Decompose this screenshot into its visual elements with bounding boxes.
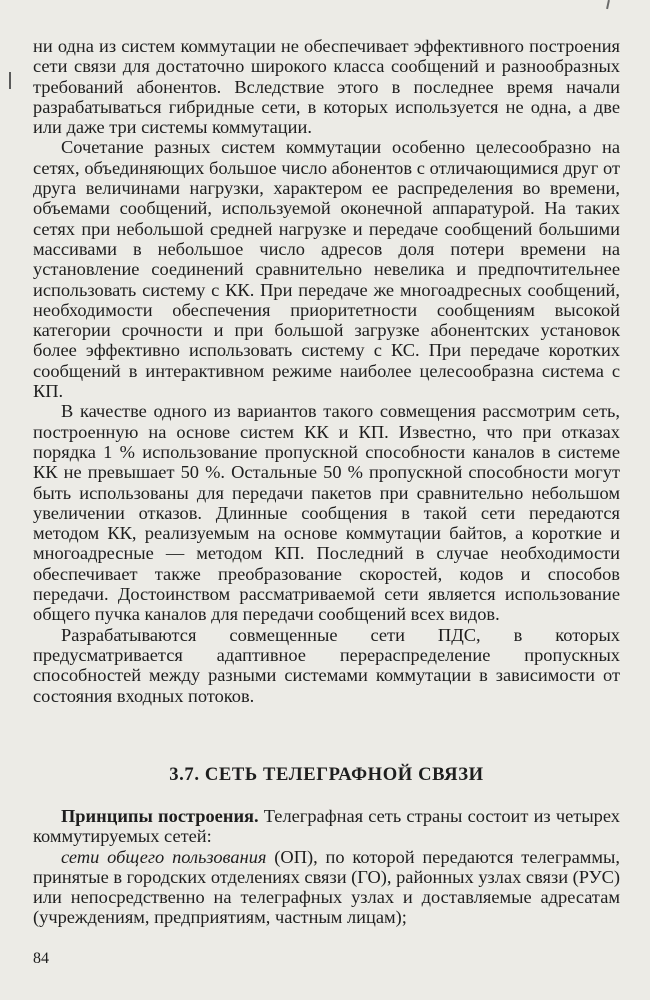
paragraph-lead-bold: Принципы построения. [61,806,259,826]
paragraph-continuation: ни одна из систем коммутации не обеспечивает эффективного построения сети связи для достаточно широкого класса сообщений и разнообразных требований абонентов. Вследствие этого в последнее время начали разрабатываться гибридные сети, в которых используется не одна, а две или даже три системы коммутации. [33,36,620,138]
corner-scan-mark [606,0,610,9]
paragraph-lead-text: Телеграфная сеть страны состоит из четырех коммутируемых сетей: [33,806,620,847]
paragraph-principles [33,806,620,847]
body-text-block [33,36,620,706]
paragraph-kk-kp-network: В качестве одного из вариантов такого совмещения рассмотрим сеть, построенную на основе систем КК и КП. Известно, что при отказах порядка 1 % использование пропускной способности каналов в системе КК не превышает 50 %. Остальные 50 % пропускной способности могут быть использованы для передачи пакетов при сравнительно небольшом увеличении отказов. Длинные сообщения в такой сети передаются методом КК, реализуемым на основе коммутации байтов, а короткие и многоадресные — методом КП. Последний в случае необходимости обеспечивает также преобразование скоростей, кодов и способов передачи. Достоинством рассматриваемой сети является использование общего пучка каналов для передачи сообщений всех видов. [33,401,620,625]
paragraph-combination-of-switching: Сочетание разных систем коммутации особенно целесообразно на сетях, объединяющих большое число абонентов с отличающимися друг от друга величинами нагрузки, характером ее распределения во времени, объемами сообщений, используемой оконечной аппаратурой. На таких сетях при небольшой средней нагрузке и передаче сообщений большими массивами в небольшое число адресов доля потери времени на установление соединений сравнительно невелика и предпочтительнее использовать систему с КК. При передаче же многоадресных сообщений, необходимости обеспечения приоритетности сообщениям высокой категории срочности и при большой загрузке абонентских установок более эффективно использовать систему с КС. При передаче коротких сообщений в интерактивном режиме наиболее целесообразна система с КП. [33,137,620,402]
section-heading: 3.7. СЕТЬ ТЕЛЕГРАФНОЙ СВЯЗИ [169,764,484,785]
section-body [33,806,620,928]
page-number: 84 [33,950,49,967]
term-italic: сети общего пользования [61,846,267,867]
term-description: (ОП), по которой передаются телеграммы, принятые в городских отделениях связи (ГО), районных узлах связи (РУС) или непосредственно на телеграфных узлах и доставляемые адресатам (учреждениям, предприятиям, частным лицам); [33,846,620,928]
paragraph-public-network [33,847,620,928]
margin-scan-mark [9,72,11,89]
paragraph-combined-pds-networks: Разрабатываются совмещенные сети ПДС, в которых предусматривается адаптивное перераспределение пропускных способностей между разными системами коммутации в зависимости от состояния входных потоков. [33,624,620,706]
